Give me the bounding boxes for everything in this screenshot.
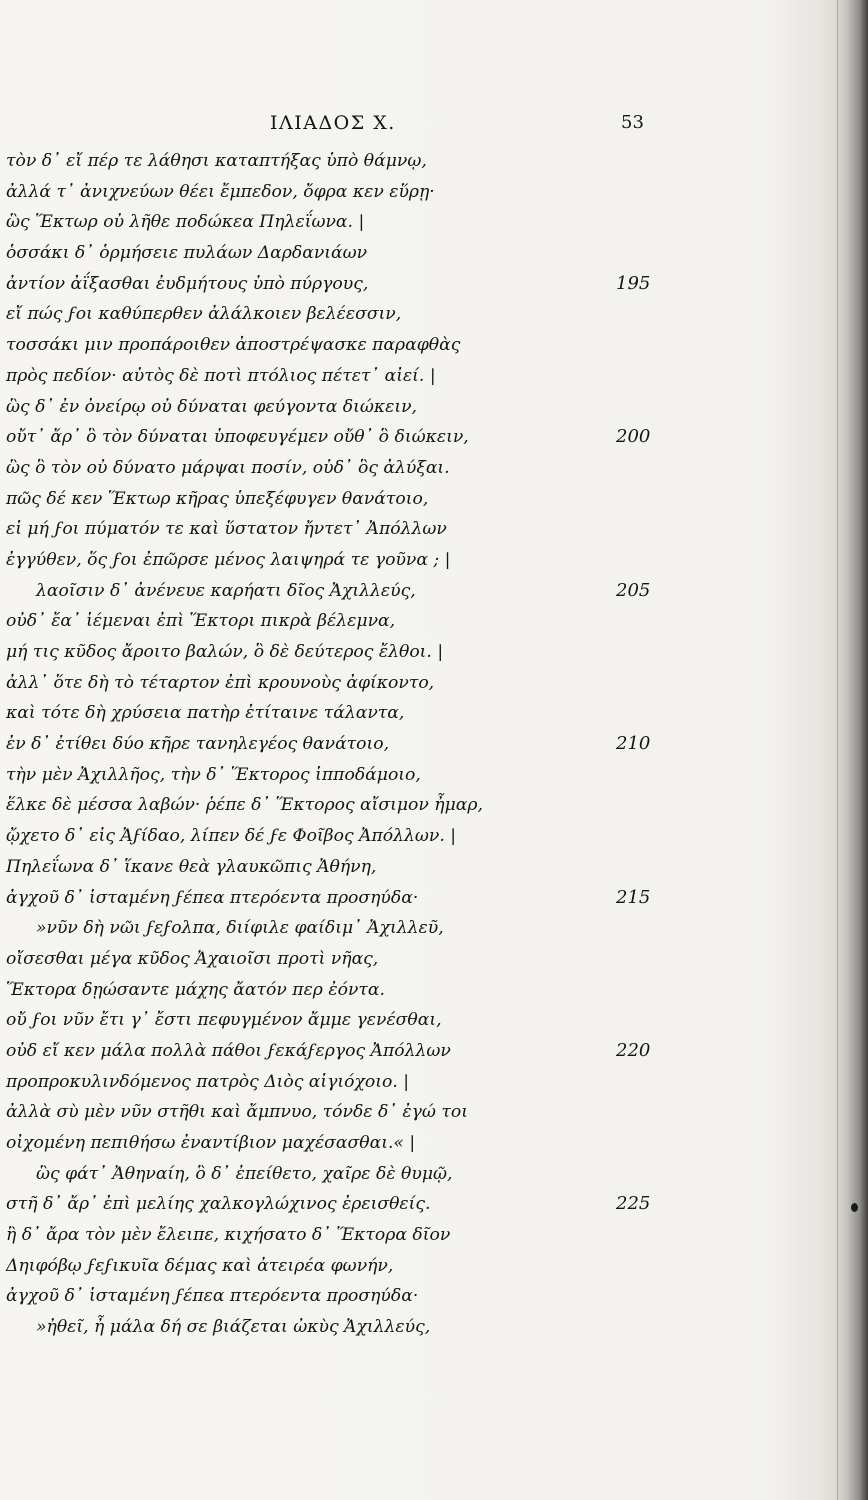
verse-line xyxy=(6,146,626,177)
verse-line-text: ἀλλά τ᾿ ἀνιχνεύων θέει ἔμπεδον, ὄφρα κεν εὕρῃ· xyxy=(6,181,435,202)
verse-line xyxy=(6,1097,626,1128)
verse-line-text: στῆ δ᾿ ἄρ᾿ ἐπὶ μελίης χαλκογλώχινος ἐρεισθείς. xyxy=(6,1194,431,1215)
verse-line-text: τὸν δ᾿ εἴ πέρ τε λάθησι καταπτήξας ὑπὸ θάμνῳ, xyxy=(6,151,427,171)
verse-line-text: τοσσάκι μιν προπάροιθεν ἀποστρέψασκε παραφθὰς xyxy=(6,335,461,356)
verse-line xyxy=(6,484,626,515)
verse-line xyxy=(6,944,626,975)
verse-line xyxy=(6,576,651,607)
verse-line xyxy=(6,1036,651,1067)
verse-line xyxy=(6,1159,626,1190)
verse-line xyxy=(6,514,626,545)
verse-line xyxy=(6,975,626,1006)
verse-line-text: »ἠθεῖ, ἦ μάλα δή σε βιάζεται ὠκὺς Ἀχιλλεύς, xyxy=(36,1317,431,1338)
verse-line xyxy=(6,821,626,852)
line-number: 200 xyxy=(616,426,651,448)
verse-line-text: εἰ μή ϝοι πύματόν τε καὶ ὕστατον ἤντετ᾿ Ἀπόλλων xyxy=(6,519,447,540)
verse-line xyxy=(6,361,626,392)
verse-line-text: Πηλεΐωνα δ᾿ ἵκανε θεὰ γλαυκῶπις Ἀθήνη, xyxy=(6,856,377,877)
verse-line xyxy=(6,392,626,423)
verse-line xyxy=(6,1251,626,1282)
verse-line xyxy=(6,330,626,361)
verse-line xyxy=(6,1312,626,1343)
verse-line xyxy=(6,637,626,668)
verse-line xyxy=(6,1281,626,1312)
verse-line-text: εἴ πώς ϝοι καθύπερθεν ἀλάλκοιεν βελέεσσιν, xyxy=(6,304,402,325)
verse-line-text: ἀγχοῦ δ᾿ ἱσταμένη ϝέπεα πτερόεντα προσηύδα· xyxy=(6,887,419,908)
verse-line xyxy=(6,269,651,300)
verse-line-text: ὣς φάτ᾿ Ἀθηναίη, ὃ δ᾿ ἐπείθετο, χαῖρε δὲ θυμῷ, xyxy=(36,1163,453,1184)
verse-line xyxy=(6,729,651,760)
verse-line xyxy=(6,760,626,791)
line-number: 195 xyxy=(616,272,651,294)
verse-line xyxy=(6,422,651,453)
verse-line-text: ἐγγύθεν, ὅς ϝοι ἐπῶρσε μένος λαιψηρά τε γοῦνα ; | xyxy=(6,549,451,570)
verse-line xyxy=(6,698,626,729)
verse-text xyxy=(6,146,651,1343)
verse-line-text: προπροκυλινδόμενος πατρὸς Διὸς αἰγιόχοιο. | xyxy=(6,1071,410,1092)
verse-line xyxy=(6,453,626,484)
running-title: ΙΛΙΑΔΟΣ Χ. xyxy=(270,112,396,134)
verse-line-text: οἴσεσθαι μέγα κῦδος Ἀχαιοῖσι προτὶ νῆας, xyxy=(6,948,379,969)
verse-line-text: Ἕκτορα δῃώσαντε μάχης ἄατόν περ ἐόντα. xyxy=(6,979,385,1000)
verse-line-text: ὣς ὃ τὸν οὐ δύνατο μάρψαι ποσίν, οὐδ᾿ ὃς ἀλύξαι. xyxy=(6,457,450,478)
verse-line-text: οὐδ εἴ κεν μάλα πολλὰ πάθοι ϝεκάϝεργος Ἀπόλλων xyxy=(6,1040,451,1061)
verse-line-text: καὶ τότε δὴ χρύσεια πατὴρ ἐτίταινε τάλαντα, xyxy=(6,703,405,724)
page-number: 53 xyxy=(621,112,644,133)
verse-line-text: ἀντίον ἀΐξασθαι ἐυδμήτους ὑπὸ πύργους, xyxy=(6,273,369,294)
verse-line-text: »νῦν δὴ νῶι ϝεϝολπα, διίφιλε φαίδιμ᾿ Ἀχιλλεῦ, xyxy=(36,918,444,939)
page-edge-mark xyxy=(851,1203,858,1212)
line-number: 210 xyxy=(616,733,651,755)
verse-line-text: ἣ δ᾿ ἄρα τὸν μὲν ἔλειπε, κιχήσατο δ᾿ Ἕκτορα δῖον xyxy=(6,1225,451,1246)
verse-line xyxy=(6,668,626,699)
verse-line-text: οἰχομένη πεπιθήσω ἐναντίβιον μαχέσασθαι.« | xyxy=(6,1133,416,1153)
verse-line-text: ὣς δ᾿ ἐν ὀνείρῳ οὐ δύναται φεύγοντα διώκειν, xyxy=(6,396,418,417)
verse-line-text: ὣς Ἕκτωρ οὐ λῆθε ποδώκεα Πηλεΐωνα. | xyxy=(6,212,365,233)
page-edge-shadow xyxy=(834,0,868,1500)
verse-line xyxy=(6,545,626,576)
verse-line xyxy=(6,1067,626,1098)
verse-line xyxy=(6,177,626,208)
verse-line-text: ἀλλὰ σὺ μὲν νῦν στῆθι καὶ ἄμπνυο, τόνδε δ᾿ ἐγώ τοι xyxy=(6,1102,468,1123)
verse-line-text: οὔ ϝοι νῦν ἔτι γ᾿ ἔστι πεφυγμένον ἄμμε γενέσθαι, xyxy=(6,1010,442,1031)
line-number: 215 xyxy=(616,886,651,908)
verse-line-text: ὁσσάκι δ᾿ ὁρμήσειε πυλάων Δαρδανιάων xyxy=(6,243,368,264)
verse-line xyxy=(6,883,651,914)
verse-line xyxy=(6,913,626,944)
verse-line-text: ἀγχοῦ δ᾿ ἱσταμένη ϝέπεα πτερόεντα προσηύδα· xyxy=(6,1286,419,1307)
verse-line-text: ἀλλ᾿ ὅτε δὴ τὸ τέταρτον ἐπὶ κρουνοὺς ἀφίκοντο, xyxy=(6,672,435,693)
verse-line-text: ᾤχετο δ᾿ εἰς Ἀϝίδαο, λίπεν δέ ϝε Φοῖβος Ἀπόλλων. | xyxy=(6,826,457,847)
line-number: 205 xyxy=(616,579,651,601)
verse-line xyxy=(6,1220,626,1251)
verse-line-text: λαοῖσιν δ᾿ ἀνένευε καρήατι δῖος Ἀχιλλεύς, xyxy=(36,580,416,601)
verse-line xyxy=(6,606,626,637)
verse-line-text: οὔτ᾿ ἄρ᾿ ὃ τὸν δύναται ὑποφευγέμεν οὔθ᾿ ὃ διώκειν, xyxy=(6,427,469,448)
verse-line-text: πῶς δέ κεν Ἕκτωρ κῆρας ὑπεξέφυγεν θανάτοιο, xyxy=(6,488,429,509)
verse-line xyxy=(6,299,626,330)
verse-line-text: ἐν δ᾿ ἐτίθει δύο κῆρε τανηλεγέος θανάτοιο, xyxy=(6,734,390,755)
verse-line-text: οὐδ᾿ ἔα᾿ ἱέμεναι ἐπὶ Ἕκτορι πικρὰ βέλεμνα, xyxy=(6,611,396,632)
verse-line-text: ἕλκε δὲ μέσσα λαβών· ῥέπε δ᾿ Ἕκτορος αἴσιμον ἦμαρ, xyxy=(6,795,483,816)
verse-line-text: τὴν μὲν Ἀχιλλῆος, τὴν δ᾿ Ἕκτορος ἱπποδάμοιο, xyxy=(6,764,421,785)
verse-line-text: μή τις κῦδος ἄροιτο βαλών, ὃ δὲ δεύτερος ἔλθοι. | xyxy=(6,642,444,662)
verse-line xyxy=(6,1128,626,1159)
verse-line xyxy=(6,238,626,269)
line-number: 220 xyxy=(616,1039,651,1061)
verse-line xyxy=(6,852,626,883)
verse-line xyxy=(6,207,626,238)
line-number: 225 xyxy=(616,1193,651,1215)
verse-line xyxy=(6,790,626,821)
verse-line xyxy=(6,1005,626,1036)
verse-line xyxy=(6,1189,651,1220)
verse-line-text: Δηιφόβῳ ϝεϝικυῖα δέμας καὶ ἀτειρέα φωνήν, xyxy=(6,1255,394,1276)
verse-line-text: πρὸς πεδίον· αὐτὸς δὲ ποτὶ πτόλιος πέτετ᾿ αἰεί. | xyxy=(6,365,436,386)
page-edge-line xyxy=(837,0,838,1500)
